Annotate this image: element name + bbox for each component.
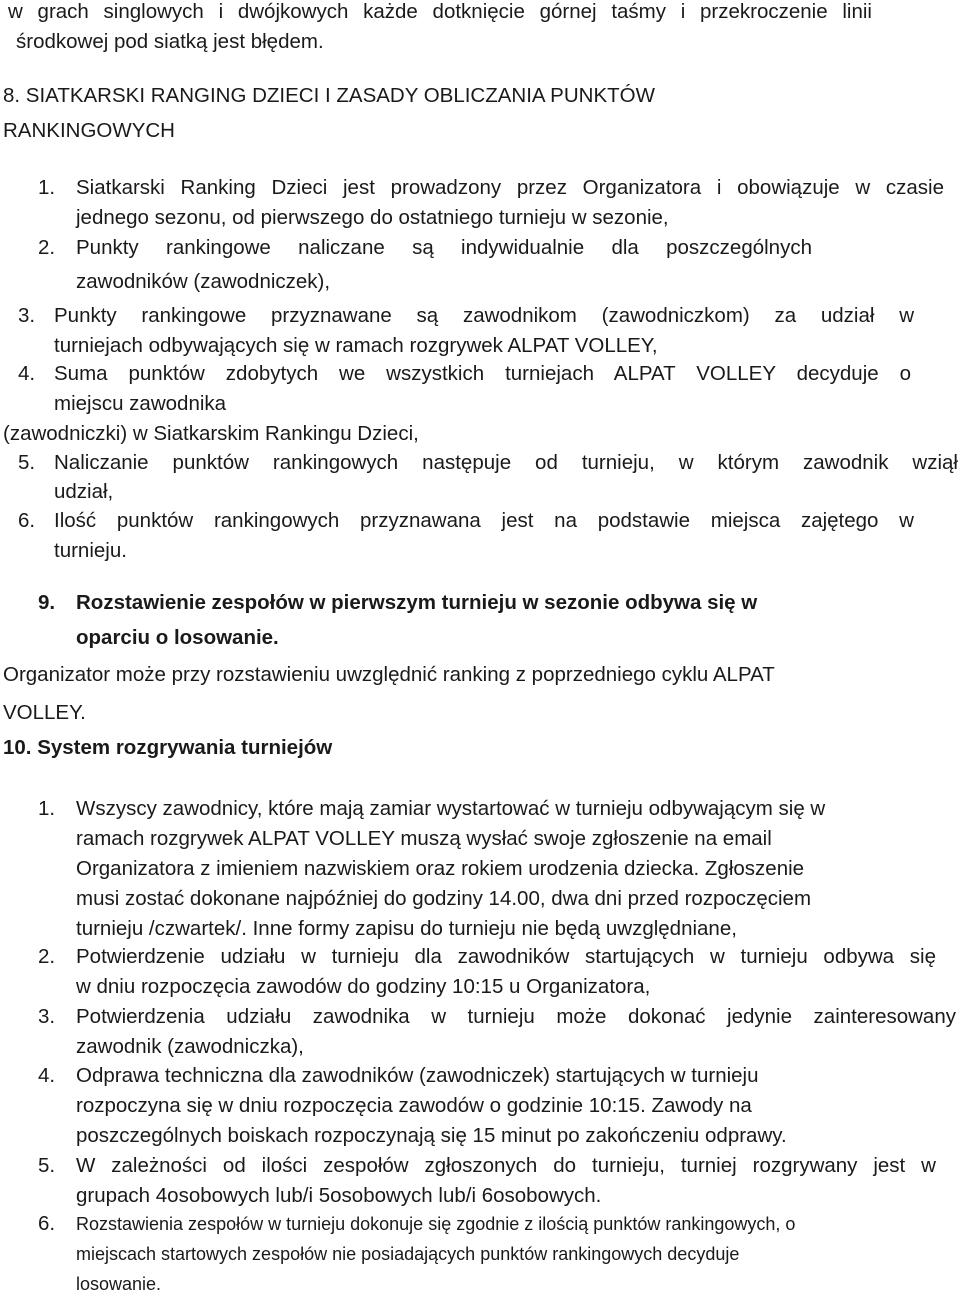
list-item-text: Siatkarski Ranking Dzieci jest prowadzony przez Organizatora i obowiązuje w czasie — [76, 176, 944, 199]
list-number: 5. — [18, 451, 36, 474]
list-item-text: turnieju. — [54, 539, 127, 562]
list-item-text: Naliczanie punktów rankingowych następuje od turnieju, w którym zawodnik wziął — [54, 451, 958, 474]
list-item-text: jednego sezonu, od pierwszego do ostatniego turnieju w sezonie, — [76, 206, 669, 229]
list-number: 3. — [38, 1005, 56, 1028]
list-item-text: w dniu rozpoczęcia zawodów do godziny 10:15 u Organizatora, — [76, 975, 651, 998]
list-item-text: (zawodniczki) w Siatkarskim Rankingu Dzieci, — [3, 422, 419, 445]
list-number: 4. — [38, 1064, 56, 1087]
list-item-text: Punkty rankingowe przyznawane są zawodnikom (zawodniczkom) za udział w — [54, 304, 914, 327]
section-9-number: 9. — [38, 591, 56, 614]
list-number: 2. — [38, 236, 56, 259]
list-item-text: Potwierdzenie udziału w turnieju dla zawodników startujących w turnieju odbywa się — [76, 945, 936, 968]
list-item-text: miejscu zawodnika — [54, 392, 227, 415]
list-item-text: poszczególnych boiskach rozpoczynają się 15 minut po zakończeniu odprawy. — [76, 1124, 787, 1147]
list-number: 6. — [38, 1212, 56, 1235]
list-item-text: Ilość punktów rankingowych przyznawana jest na podstawie miejsca zajętego w — [54, 509, 914, 532]
list-number: 6. — [18, 509, 36, 532]
list-item-text: miejscach startowych zespołów nie posiadających punktów rankingowych decyduje — [76, 1244, 740, 1264]
list-item-text: musi zostać dokonane najpóźniej do godziny 14.00, dwa dni przed rozpoczęciem — [76, 887, 812, 910]
intro-line: środkowej pod siatką jest błędem. — [16, 30, 324, 53]
list-item-text: Suma punktów zdobytych we wszystkich turniejach ALPAT VOLLEY decyduje o — [54, 362, 911, 385]
list-item-text: Wszyscy zawodnicy, które mają zamiar wystartować w turnieju odbywającym się w — [76, 797, 826, 820]
list-item-text: ramach rozgrywek ALPAT VOLLEY muszą wysłać swoje zgłoszenie na email — [76, 827, 772, 850]
list-item-text: zawodników (zawodniczek), — [76, 270, 331, 293]
section-10-heading: 10. System rozgrywania turniejów — [3, 736, 333, 759]
list-number: 2. — [38, 945, 56, 968]
list-item-text: udział, — [54, 480, 114, 503]
list-item-text: Punkty rankingowe naliczane są indywidualnie dla poszczególnych — [76, 236, 812, 259]
list-item-text: rozpoczyna się w dniu rozpoczęcia zawodów o godzinie 10:15. Zawody na — [76, 1094, 752, 1117]
list-number: 5. — [38, 1154, 56, 1177]
list-item-text: turnieju /czwartek/. Inne formy zapisu do turnieju nie będą uwzględniane, — [76, 917, 737, 940]
section-9-paragraph: VOLLEY. — [3, 701, 86, 724]
section-8-heading: 8. SIATKARSKI RANGING DZIECI I ZASADY OBLICZANIA PUNKTÓW — [3, 84, 655, 107]
intro-line: w grach singlowych i dwójkowych każde dotknięcie górnej taśmy i przekroczenie linii — [8, 0, 872, 23]
section-9-paragraph: Organizator może przy rozstawieniu uwzględnić ranking z poprzedniego cyklu ALPAT — [3, 663, 775, 686]
list-number: 4. — [18, 362, 36, 385]
list-item-text: zawodnik (zawodniczka), — [76, 1035, 304, 1058]
list-number: 1. — [38, 176, 56, 199]
section-8-heading: RANKINGOWYCH — [3, 119, 175, 142]
list-item-text: Potwierdzenia udziału zawodnika w turnieju może dokonać jedynie zainteresowany — [76, 1005, 956, 1028]
section-9-heading: oparciu o losowanie. — [76, 626, 279, 649]
list-item-text: Odprawa techniczna dla zawodników (zawodniczek) startujących w turnieju — [76, 1064, 759, 1087]
list-number: 1. — [38, 797, 56, 820]
section-9-heading: Rozstawienie zespołów w pierwszym turnieju w sezonie odbywa się w — [76, 591, 758, 614]
list-item-text: losowanie. — [76, 1274, 162, 1294]
list-item-text: grupach 4osobowych lub/i 5osobowych lub/i 6osobowych. — [76, 1184, 602, 1207]
list-number: 3. — [18, 304, 36, 327]
list-item-text: Rozstawienia zespołów w turnieju dokonuje się zgodnie z ilością punktów rankingowych, o — [76, 1214, 796, 1234]
list-item-text: Organizatora z imieniem nazwiskiem oraz rokiem urodzenia dziecka. Zgłoszenie — [76, 857, 805, 880]
list-item-text: turniejach odbywających się w ramach rozgrywek ALPAT VOLLEY, — [54, 334, 658, 357]
list-item-text: W zależności od ilości zespołów zgłoszonych do turnieju, turniej rozgrywany jest w — [76, 1154, 936, 1177]
